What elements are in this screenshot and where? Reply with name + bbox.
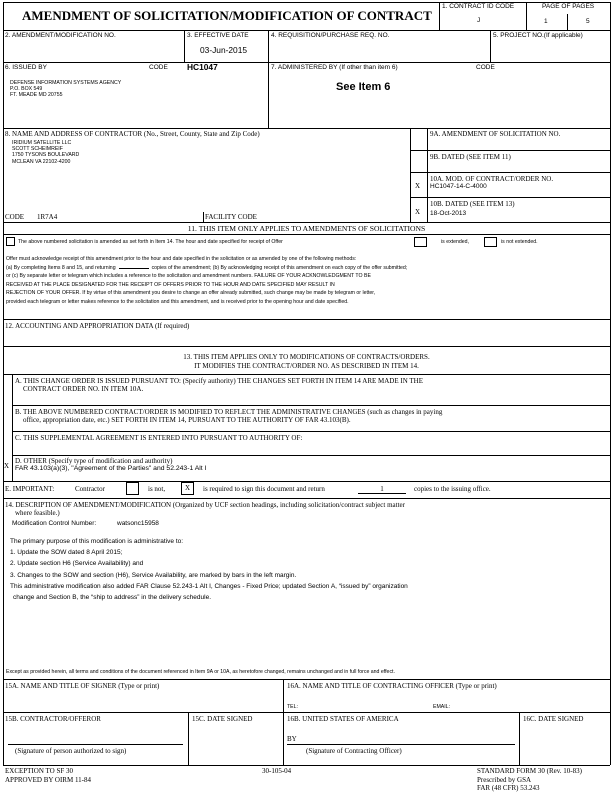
item13c: C. THIS SUPPLEMENTAL AGREEMENT IS ENTERED INTO PURSUANT TO AUTHORITY OF: bbox=[15, 434, 303, 442]
item13d bbox=[15, 457, 206, 473]
item7-code-label: CODE bbox=[476, 64, 495, 71]
page-of-pages-label: PAGE OF PAGES bbox=[542, 3, 595, 10]
contract-dated: 18-Oct-2013 bbox=[430, 210, 467, 217]
address-line: DEFENSE INFORMATION SYSTEMS AGENCY bbox=[10, 80, 122, 86]
contract-id-label: 1. CONTRACT ID CODE bbox=[442, 3, 515, 10]
copies-text: copies to the issuing office. bbox=[414, 485, 491, 493]
is-extended-checkbox[interactable] bbox=[414, 237, 427, 247]
item9a-label: 9A. AMENDMENT OF SOLICITATION NO. bbox=[430, 130, 561, 138]
contract-id-value: J bbox=[477, 17, 481, 24]
item13a-line: CONTRACT ORDER NO. IN ITEM 10A. bbox=[23, 385, 144, 393]
page-number: 1 bbox=[544, 18, 548, 25]
item11-heading: 11. THIS ITEM ONLY APPLIES TO AMENDMENTS OF SOLICITATIONS bbox=[187, 224, 426, 233]
item14-body-line: The primary purpose of this modification is administrative to: bbox=[10, 538, 184, 545]
officer-signature-caption: (Signature of Contracting Officer) bbox=[306, 747, 402, 755]
is-not-extended-label: is not extended. bbox=[501, 239, 538, 245]
item2-label: 2. AMENDMENT/MODIFICATION NO. bbox=[5, 32, 116, 39]
issued-by-address bbox=[10, 80, 121, 99]
item14-label bbox=[5, 501, 405, 517]
facility-code-label: FACILITY CODE bbox=[205, 213, 257, 221]
contract-number: HC1047-14-C-4000 bbox=[430, 183, 487, 190]
contractor-label: Contractor bbox=[75, 485, 105, 493]
form-title: AMENDMENT OF SOLICITATION/MODIFICATION OF CONTRACT bbox=[22, 8, 432, 23]
important-label: E. IMPORTANT: bbox=[5, 485, 55, 493]
item7-label: 7. ADMINISTERED BY (If other than item 6) bbox=[271, 64, 398, 71]
address-line: P.O. BOX 549 bbox=[10, 86, 43, 93]
item11-body-line-b bbox=[6, 264, 407, 273]
is-extended-label: is extended, bbox=[441, 239, 469, 245]
item14-body-line: 1. Update the SOW dated 8 April 2015; bbox=[10, 549, 123, 557]
item13a bbox=[15, 377, 423, 393]
item13b bbox=[15, 408, 442, 424]
item11-body-line: provided each telegram or letter makes reference to the solicitation and this amendment, and is received prior to the opening hour and date specified. bbox=[6, 298, 349, 305]
item10a-mark: X bbox=[415, 182, 421, 190]
item14-body bbox=[10, 536, 408, 603]
item14-label-line: 14. DESCRIPTION OF AMENDMENT/MODIFICATION (Organized by UCF section headings, including solicitation/contract subject matter bbox=[5, 501, 405, 509]
effective-date: 03-Jun-2015 bbox=[200, 45, 248, 55]
item6-label: 6. ISSUED BY bbox=[5, 64, 47, 71]
item14-body-line: 3. Changes to the SOW and section (H6), Service Availability, are marked by bars in the left margin. bbox=[10, 571, 297, 579]
item11-body-line: (a) By completing Items 8 and 15, and returning bbox=[6, 264, 116, 271]
footer-form-number: 30-105-04 bbox=[262, 767, 292, 775]
control-number-label: Modification Control Number: bbox=[12, 520, 97, 527]
is-not-label: is not, bbox=[148, 485, 166, 493]
contractor-line: SCOTT SCHEIMREIF bbox=[12, 146, 63, 153]
item11-line1: The above numbered solicitation is amended as set forth in Item 14. The hour and date specified for receipt of Offer bbox=[18, 239, 283, 245]
item13b-line: B. THE ABOVE NUMBERED CONTRACT/ORDER IS MODIFIED TO REFLECT THE ADMINISTRATIVE CHANGES (such as changes in paying bbox=[15, 408, 443, 416]
is-required-checkbox[interactable]: X bbox=[181, 482, 194, 495]
tel-label: TEL: bbox=[287, 704, 298, 710]
item14-body-line: change and Section B, the “ship to address” in the delivery schedule. bbox=[13, 594, 212, 602]
item10a-label: 10A. MOD. OF CONTRACT/ORDER NO. bbox=[430, 175, 554, 183]
contractor-line: MCLEAN VA 22102-4200 bbox=[12, 158, 71, 165]
item13d-mark: X bbox=[4, 462, 10, 470]
item15c-label: 15C. DATE SIGNED bbox=[192, 715, 253, 723]
footer-standard-form: STANDARD FORM 30 (Rev. 10-83) bbox=[477, 767, 582, 775]
item10b-label: 10B. DATED (SEE ITEM 13) bbox=[430, 200, 515, 208]
is-required-label: is required to sign this document and return bbox=[203, 485, 325, 493]
by-label: BY bbox=[287, 735, 297, 743]
item12-label: 12. ACCOUNTING AND APPROPRIATION DATA (If required) bbox=[5, 322, 190, 330]
item4-label: 4. REQUISITION/PURCHASE REQ. NO. bbox=[271, 32, 390, 39]
except-text: Except as provided herein, all terms and conditions of the document referenced in Item 9A or 10A, as heretofore changed, remains unchanged and in full force and effect. bbox=[6, 669, 395, 675]
item5-label: 5. PROJECT NO.(If applicable) bbox=[493, 32, 583, 39]
email-label: EMAIL: bbox=[433, 704, 451, 710]
item11-body-line: REJECTION OF YOUR OFFER. If by virtue of this amendment you desire to change an offer already submitted, such change may be made by telegram or letter, bbox=[6, 290, 376, 296]
copies-value[interactable]: 1 bbox=[358, 485, 406, 494]
item11-body-line: Offer must acknowledge receipt of this amendment prior to the hour and date specified in the solicitation or as amended by one of the following methods: bbox=[6, 256, 357, 262]
item14-body-line: This administrative modification also added FAR Clause 52.243-1 Alt I, Changes - Fixed Price; updated Section A, “issued by” organization bbox=[10, 582, 408, 590]
footer-approved: APPROVED BY OIRM 11-84 bbox=[5, 776, 92, 784]
address-line: FT. MEADE MD 20755 bbox=[10, 92, 63, 99]
page-count: 5 bbox=[586, 18, 590, 25]
contractor-code: 1R7A4 bbox=[37, 213, 58, 221]
item14-body-line: 2. Update section H6 (Service Availability) and bbox=[10, 560, 144, 568]
contractor-code-label: CODE bbox=[5, 213, 25, 221]
control-number-value: watsonc15958 bbox=[117, 520, 159, 527]
contractor-signature-caption: (Signature of person authorized to sign) bbox=[15, 747, 127, 755]
item13-heading2: IT MODIFIES THE CONTRACT/ORDER NO. AS DESCRIBED IN ITEM 14. bbox=[194, 362, 419, 370]
administered-by-value: See Item 6 bbox=[336, 81, 391, 93]
footer-exception: EXCEPTION TO SF 30 bbox=[5, 767, 74, 775]
is-not-checkbox[interactable] bbox=[126, 482, 139, 495]
item6-code-label: CODE bbox=[149, 64, 168, 71]
item15a-label: 15A. NAME AND TITLE OF SIGNER (Type or print) bbox=[5, 682, 160, 690]
contractor-line: 1750 TYSONS BOULEVARD bbox=[12, 152, 80, 159]
copies-blank[interactable] bbox=[119, 268, 149, 269]
item10b-mark: X bbox=[415, 208, 421, 216]
contractor-line: IRIDIUM SATELLITE LLC bbox=[12, 140, 72, 146]
item16c-label: 16C. DATE SIGNED bbox=[523, 715, 584, 723]
item16b-label: 16B. UNITED STATES OF AMERICA bbox=[287, 715, 399, 723]
item11-body-line: or (c) By separate letter or telegram which includes a reference to the solicitation and amendment numbers. FAILURE OF YOUR ACKNOWLEDGMENT TO BE bbox=[6, 273, 371, 279]
is-not-extended-checkbox[interactable] bbox=[484, 237, 497, 247]
item3-label: 3. EFFECTIVE DATE bbox=[187, 32, 249, 39]
item9b-label: 9B. DATED (SEE ITEM 11) bbox=[430, 153, 511, 161]
item14-label-line: where feasible.) bbox=[15, 509, 60, 517]
item11-checkbox[interactable] bbox=[6, 237, 15, 246]
item13b-line: office, appropriation date, etc.) SET FORTH IN ITEM 14, PURSUANT TO THE AUTHORITY OF FAR 43.103(B). bbox=[23, 416, 351, 424]
item13d-line: FAR 43.103(a)(3), "Agreement of the Parties" and 52.243-1 Alt I bbox=[15, 465, 207, 472]
item13a-line: A. THIS CHANGE ORDER IS ISSUED PURSUANT TO: (Specify authority) THE CHANGES SET FORTH IN ITEM 14 ARE MADE IN THE bbox=[15, 377, 423, 385]
item16a-label: 16A. NAME AND TITLE OF CONTRACTING OFFICER (Type or print) bbox=[287, 682, 497, 690]
item11-body-line: RECEIVED AT THE PLACE DESIGNATED FOR THE RECEIPT OF OFFERS PRIOR TO THE HOUR AND DATE SPECIFIED MAY RESULT IN bbox=[6, 281, 335, 288]
item11-body bbox=[6, 255, 407, 306]
item15b-label: 15B. CONTRACTOR/OFFEROR bbox=[5, 715, 101, 723]
footer-prescribed: Prescribed by GSA bbox=[477, 776, 532, 784]
contractor-address bbox=[12, 140, 79, 165]
issued-by-code: HC1047 bbox=[187, 62, 218, 72]
item13d-line: D. OTHER (Specify type of modification and authority) bbox=[15, 457, 173, 465]
footer-far: FAR (48 CFR) 53.243 bbox=[477, 784, 540, 792]
item13-heading1: 13. THIS ITEM APPLIES ONLY TO MODIFICATIONS OF CONTRACTS/ORDERS. bbox=[183, 353, 430, 361]
item11-body-line: copies of the amendment; (b) By acknowledging receipt of this amendment on each copy of the offer submitted; bbox=[151, 264, 408, 271]
item8-label: 8. NAME AND ADDRESS OF CONTRACTOR (No., Street, County, State and Zip Code) bbox=[5, 130, 260, 138]
